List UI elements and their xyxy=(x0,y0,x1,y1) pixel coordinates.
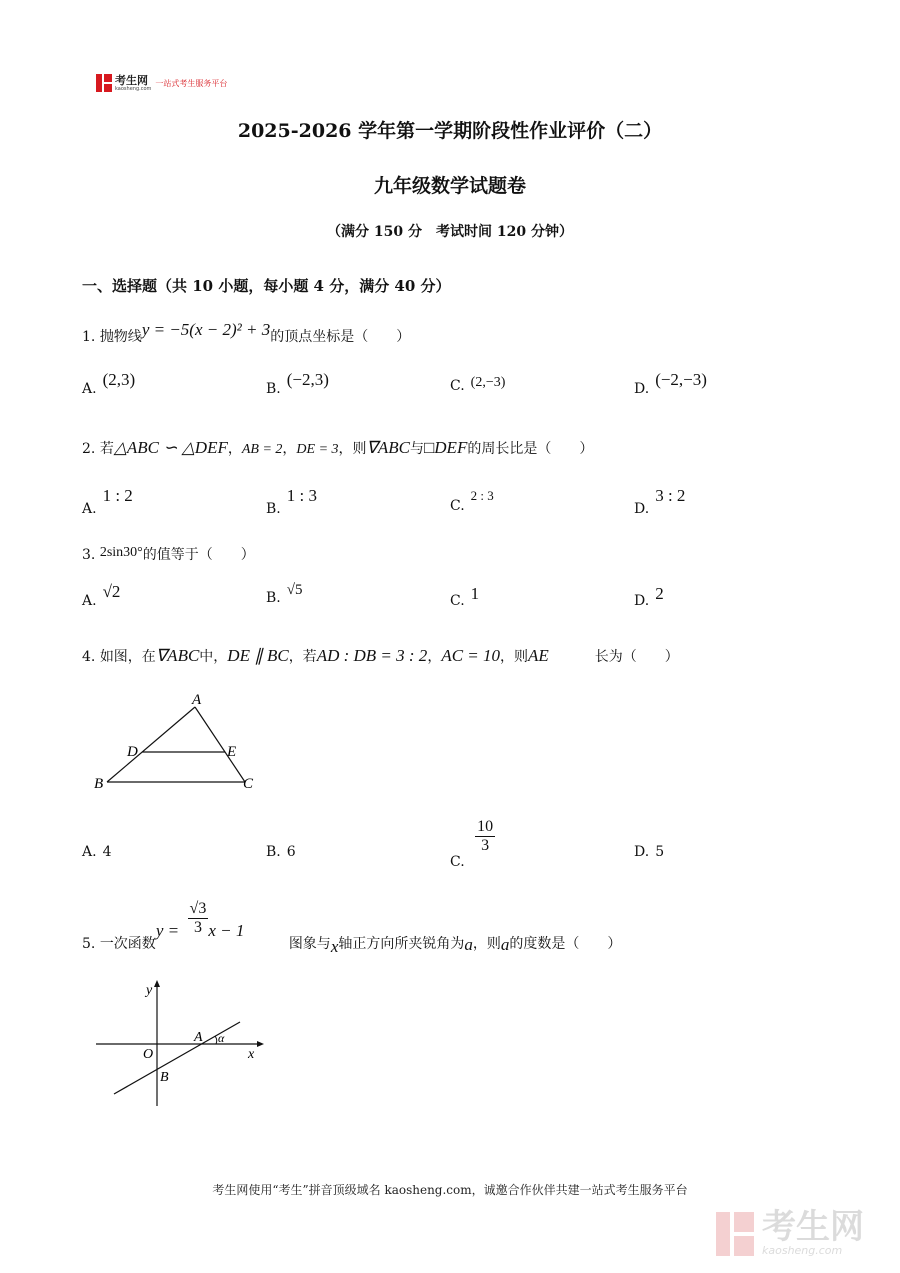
question-3: 3. 2sin30°的值等于（ ） xyxy=(82,545,255,563)
label-a: A xyxy=(194,1030,203,1045)
q1-option-c[interactable]: C. (2,−3) xyxy=(450,375,506,394)
label-o: O xyxy=(143,1047,154,1062)
q5-graph-figure xyxy=(90,978,270,1110)
question-2: 2. 若△ABC ∽ △DEF，AB = 2，DE = 3，则∇ABC与□DEF的周长比是（ ） xyxy=(82,438,594,457)
q2-similar: △ABC ∽ △DEF xyxy=(113,438,228,457)
watermark xyxy=(716,1207,864,1257)
q3-option-c[interactable]: C. 1 xyxy=(450,584,480,609)
footer-note: 考生网使用“考生”拼音顶级域名 kaosheng.com，诚邀合作伙伴共建一站式考生服务平台 xyxy=(212,1183,688,1197)
q3-option-d[interactable]: D. 2 xyxy=(634,584,664,609)
q3-option-a[interactable]: A. √2 xyxy=(82,582,121,609)
section-heading: 一、选择题（共 10 小题，每小题 4 分，满分 40 分） xyxy=(82,277,451,295)
q4-triangle-figure xyxy=(90,686,270,798)
exam-subtitle: 九年级数学试题卷 xyxy=(373,175,526,197)
question-4: 4. 如图，在∇ABC中，DE ∥ BC，若AD : DB = 3 : 2，AC = 10，则AE 长为（ ） xyxy=(82,646,679,665)
watermark-domain: kaosheng.com xyxy=(762,1244,843,1257)
logo-name: 考生网 xyxy=(115,73,148,87)
logo-slogan: 一站式考生服务平台 xyxy=(155,78,228,88)
q4-option-c[interactable]: C. $\frac{10}{3}$ xyxy=(450,818,494,871)
q1-expression: y = −5(x − 2)² + 3 xyxy=(141,320,271,339)
exam-info: （满分 150 分 考试时间 120 分钟） xyxy=(327,224,573,240)
label-d: D xyxy=(127,744,138,760)
q2-option-a[interactable]: A.1 : 2 xyxy=(82,486,133,517)
q4-option-b[interactable]: B. 6 xyxy=(266,844,296,860)
header-logo xyxy=(96,72,227,94)
q1-option-a[interactable]: A. (2,3) xyxy=(82,370,136,397)
logo-domain: kaosheng.com xyxy=(115,85,152,92)
q4-option-d[interactable]: D. 5 xyxy=(634,844,665,860)
label-c: C xyxy=(243,776,254,792)
q2-option-c[interactable]: C.2 : 3 xyxy=(450,488,494,514)
q1-option-d[interactable]: D. (−2,−3) xyxy=(634,370,707,397)
label-y: y xyxy=(146,983,153,998)
exam-title: 2025-2026 学年第一学期阶段性作业评价（二） xyxy=(237,120,663,142)
q1-option-b[interactable]: B. (−2,3) xyxy=(266,370,329,397)
label-e: E xyxy=(227,744,237,760)
watermark-logo-icon xyxy=(716,1212,756,1256)
watermark-name: 考生网 xyxy=(762,1207,864,1247)
q3-option-b[interactable]: B. √5 xyxy=(266,582,303,606)
label-x: x xyxy=(248,1047,255,1062)
logo-icon xyxy=(96,74,112,92)
q2-option-b[interactable]: B.1 : 3 xyxy=(266,486,317,517)
label-b: B xyxy=(94,776,104,792)
label-b: B xyxy=(160,1070,169,1085)
question-1: 1. 抛物线y = −5(x − 2)² + 3的顶点坐标是（ ） xyxy=(82,320,411,345)
question-5: 5. 一次函数y = $\frac{√3}{3}$ x − 1 图象与x轴正方向所夹锐角为a，则a的度数是（ ） xyxy=(82,900,622,957)
q2-option-d[interactable]: D.3 : 2 xyxy=(634,486,686,517)
label-a: A xyxy=(192,692,202,708)
q4-option-a[interactable]: A. 4 xyxy=(82,844,112,860)
q3-expression: 2sin30° xyxy=(99,545,143,560)
label-alpha: α xyxy=(218,1031,225,1045)
